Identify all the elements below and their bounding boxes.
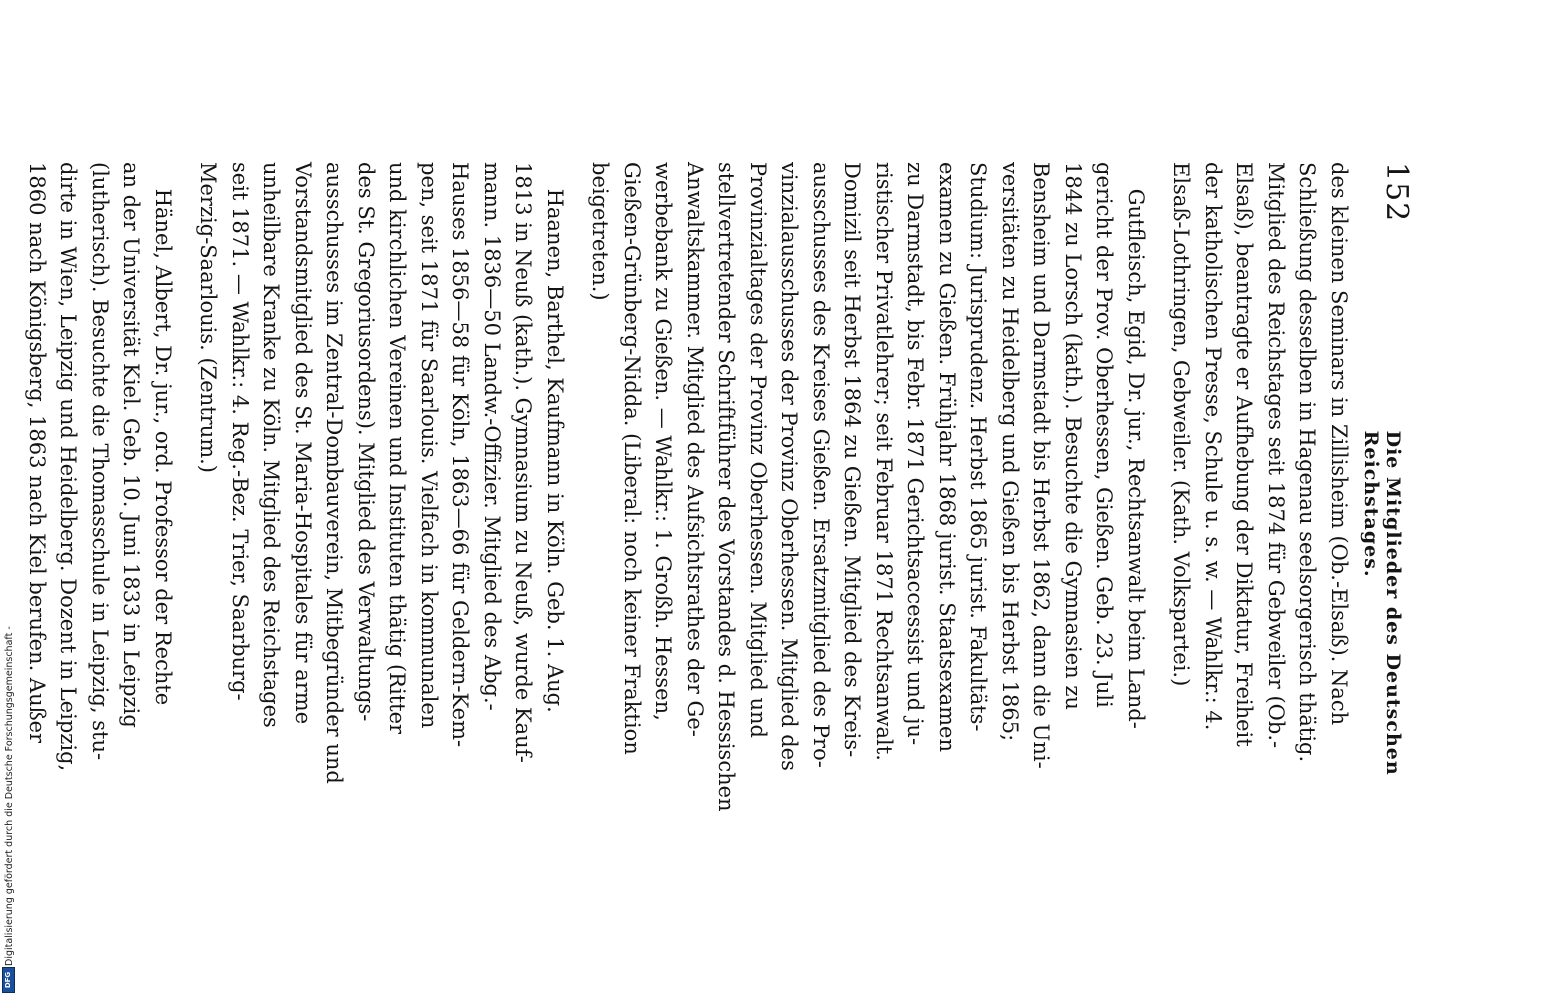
text-line: stellvertretender Schriftführer des Vorstandes d. Hessischen xyxy=(714,162,739,812)
text-line: Hänel, Albert, Dr. jur., ord. Professor der Rechte xyxy=(151,162,175,706)
text-line: pen, seit 1871 für Saarlouis. Vielfach in kommunalen xyxy=(417,162,441,729)
text-line: ausschusses im Zentral-Dombauverein, Mitbegründer und xyxy=(322,162,347,784)
text-line: Provinzialtages der Provinz Oberhessen. Mitglied und xyxy=(746,162,770,738)
text-line: gericht der Prov. Oberhessen, Gießen. Geb. 23. Juli xyxy=(1092,162,1117,708)
text-line: Domizil seit Herbst 1864 zu Gießen. Mitglied des Kreis- xyxy=(840,162,865,758)
dfg-logo-text: DFG xyxy=(4,971,13,989)
entry-gutfleisch xyxy=(584,162,1151,850)
text-line: 1844 zu Lorsch (kath.). Besuchte die Gymnasien zu xyxy=(1061,162,1085,710)
text-line: examen zu Gießen. Frühjahr 1868 jurist. Staatsexamen xyxy=(935,162,959,752)
text-line: Bensheim und Darmstadt bis Herbst 1862, dann die Uni- xyxy=(1029,162,1054,769)
text-line: ausschusses des Kreises Gießen. Ersatzmitglied des Pro- xyxy=(809,162,833,768)
text-line: des St. Gregoriusordens). Mitglied des Verwaltungs- xyxy=(354,162,378,722)
text-line: Schließung desselben in Hagenau seelsorgerisch thätig. xyxy=(1295,162,1320,763)
text-line: 1860 nach Königsberg, 1863 nach Kiel berufen. Außer xyxy=(25,162,49,744)
text-line: zu Darmstadt, bis Febr. 1871 Gerichtsaccessist und ju- xyxy=(903,162,928,746)
text-line: mann. 1836—50 Landw.-Offizier. Mitglied des Abg.- xyxy=(480,162,504,711)
text-line: an der Universität Kiel. Geb. 10. Juni 1833 in Leipzig xyxy=(119,162,144,728)
text-line: Hauses 1856—58 für Köln, 1863—66 für Geldern-Kem- xyxy=(448,162,473,748)
text-line: ristischer Privatlehrer; seit Februar 1871 Rechtsanwalt. xyxy=(872,162,896,761)
text-line: unheilbare Kranke zu Köln. Mitglied des Reichstages xyxy=(259,162,284,728)
text-line: 1813 in Neuß (kath.). Gymnasium zu Neuß, wurde Kauf- xyxy=(511,162,536,763)
text-line: Studium: Jurisprudenz. Herbst 1865 jurist. Fakultäts- xyxy=(966,162,991,732)
digitization-credit: Digitalisierung gefördert durch die Deutsche Forschungsgemeinschaft - xyxy=(4,626,15,966)
text-line: seit 1871. — Wahlkr.: 4. Reg.-Bez. Trier, Saarburg- xyxy=(228,162,252,701)
text-line: beigetreten.) xyxy=(588,162,613,301)
page-header xyxy=(1354,162,1414,850)
page-number: 152 xyxy=(1379,162,1414,223)
text-line: Anwaltskammer. Mitglied des Aufsichtsrathes der Ge- xyxy=(683,162,707,737)
text-line: dirte in Wien, Leipzig und Heidelberg. Dozent in Leipzig, xyxy=(56,162,81,772)
entry-continuation xyxy=(1165,162,1354,850)
text-line: Haanen, Barthel, Kaufmann in Köln. Geb. 1. Aug. xyxy=(543,162,567,713)
text-line: Gutfleisch, Egid, Dr. jur., Rechtsanwalt beim Land- xyxy=(1124,162,1148,729)
entry-haanen xyxy=(192,162,570,850)
entry-haenel xyxy=(21,162,179,850)
running-head: Die Mitglieder des Deutschen Reichstages. xyxy=(1360,430,1404,776)
text-line: Elsaß), beantragte er Aufhebung der Diktatur, Freiheit xyxy=(1232,162,1257,747)
dfg-logo xyxy=(2,967,15,993)
text-line: werbebank zu Gießen. — Wahlkr.: 1. Großh. Hessen, xyxy=(651,162,676,721)
text-line: Mitglied des Reichstages seit 1874 für Gebweiler (Ob.- xyxy=(1264,162,1288,749)
text-line: (lutherisch). Besuchte die Thomasschule in Leipzig, stu- xyxy=(88,162,112,761)
text-line: Vorstandsmitglied des St. Maria-Hospitales für arme xyxy=(291,162,315,725)
text-line: versitäten zu Heidelberg und Gießen bis Herbst 1865; xyxy=(998,162,1022,742)
text-line: Gießen-Grünberg-Nidda. (Liberal: noch keiner Fraktion xyxy=(620,162,644,755)
text-line: vinzialausschusses der Provinz Oberhessen. Mitglied des xyxy=(777,162,802,771)
text-line: des kleinen Seminars in Zillisheim (Ob.-Elsaß). Nach xyxy=(1327,162,1351,726)
text-line: Elsaß-Lothringen, Gebweiler. (Kath. Volkspartei.) xyxy=(1169,162,1194,687)
text-line: und kirchlichen Vereinen und Instituten thätig (Ritter xyxy=(385,162,410,735)
text-line: der katholischen Presse, Schule u. s. w. — Wahlkr.: 4. xyxy=(1201,162,1225,731)
text-line: Merzig-Saarlouis. (Zentrum.) xyxy=(196,162,221,474)
